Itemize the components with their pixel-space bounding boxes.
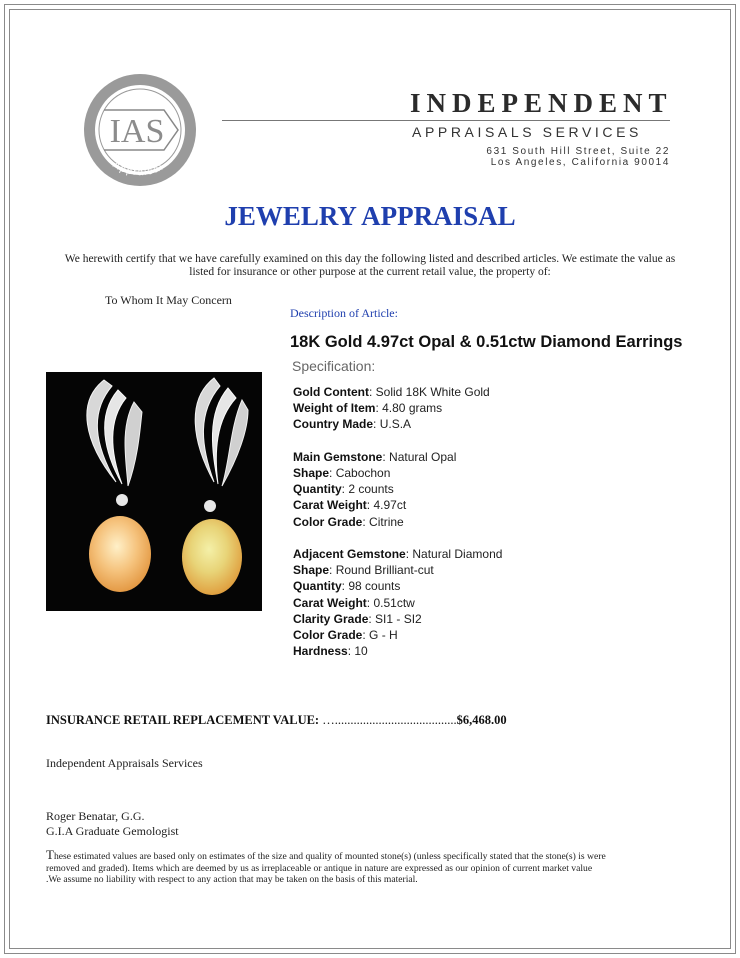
- owner: To Whom It May Concern: [105, 293, 232, 307]
- signature-block: [46, 809, 179, 839]
- description-label: Description of Article:: [290, 306, 398, 320]
- spec-label: Hardness: [293, 644, 348, 659]
- signer-credential: G.I.A Graduate Gemologist: [46, 824, 179, 838]
- spec-label: Shape: [293, 563, 330, 578]
- spec-value: 4.97ct: [373, 498, 407, 513]
- spec-value: 98 counts: [348, 579, 401, 594]
- header-rule: [222, 120, 670, 121]
- spec-label: Adjacent Gemstone: [293, 547, 406, 561]
- spec-value: G - H: [369, 628, 398, 643]
- specification-label: Specification:: [292, 358, 376, 374]
- logo-ring-text: Appraisal: [110, 159, 166, 179]
- left-earring: [87, 380, 151, 592]
- spec-value: Solid 18K White Gold: [375, 385, 490, 399]
- spec-value: 2 counts: [348, 482, 394, 497]
- spec-value: Natural Diamond: [412, 547, 503, 561]
- spec-row: Color Grade: Citrine: [293, 514, 404, 529]
- spec-label: Quantity: [293, 579, 342, 594]
- spec-row: Quantity: 2 counts: [293, 482, 394, 497]
- insurance-label: INSURANCE RETAIL REPLACEMENT VALUE:: [46, 713, 320, 727]
- spec-row: Quantity: 98 counts: [293, 579, 401, 594]
- insurance-amount: $6,468.00: [456, 713, 507, 727]
- insurance-dots: ….......................................: [322, 713, 457, 727]
- spec-value: SI1 - SI2: [375, 611, 422, 626]
- right-earring: [182, 378, 248, 595]
- spec-label: Carat Weight: [293, 595, 367, 610]
- spec-label: Color Grade: [293, 628, 363, 643]
- spec-label: Carat Weight: [293, 498, 367, 513]
- spec-row: Main Gemstone: Natural Opal: [293, 449, 457, 464]
- spec-label: Quantity: [293, 482, 342, 497]
- spec-value: 10: [354, 644, 368, 659]
- spec-label: Clarity Grade: [293, 611, 369, 626]
- spec-label: Main Gemstone: [293, 449, 383, 464]
- spec-row: Color Grade: G - H: [293, 628, 398, 643]
- item-title: 18K Gold 4.97ct Opal & 0.51ctw Diamond Earrings: [290, 333, 683, 351]
- certification-text: We herewith certify that we have carefully examined on this day the following listed and described articles. We estimate the value as listed for insurance or other purpose at the current retail value, the property of:: [64, 253, 676, 278]
- company-services: APPRAISALS SERVICES: [412, 124, 642, 140]
- spec-label: Color Grade: [293, 514, 363, 529]
- address-line-1: 631 South Hill Street, Suite 22: [486, 146, 670, 157]
- disclaimer-initial: T: [46, 847, 54, 862]
- specifications: [293, 384, 502, 659]
- spec-row: Adjacent Gemstone: Natural Diamond: [293, 547, 503, 561]
- disclaimer: [46, 849, 606, 886]
- earrings-illustration: [46, 372, 262, 611]
- signature-company: Independent Appraisals Services: [46, 756, 203, 770]
- spec-row: Gold Content: Solid 18K White Gold: [293, 385, 490, 399]
- spec-row: Hardness: 10: [293, 644, 368, 659]
- company-name: INDEPENDENT: [410, 88, 673, 118]
- spec-label: Gold Content: [293, 385, 369, 399]
- document-title: JEWELRY APPRAISAL: [224, 201, 516, 231]
- spec-value: 4.80 grams: [382, 401, 443, 416]
- spec-label: Shape: [293, 466, 330, 480]
- earrings-photo: [46, 372, 262, 611]
- address-line-2: Los Angeles, California 90014: [490, 157, 670, 168]
- signer-name: Roger Benatar, G.G.: [46, 809, 145, 823]
- spec-row: Carat Weight: 0.51ctw: [293, 595, 415, 610]
- spec-row: Shape: Cabochon: [293, 466, 391, 480]
- spec-row: Country Made: U.S.A: [293, 417, 412, 432]
- ias-logo-graphic: [80, 70, 200, 190]
- spec-row: Carat Weight: 4.97ct: [293, 498, 407, 513]
- spacer: [293, 530, 502, 546]
- spec-label: Weight of Item: [293, 401, 376, 416]
- spec-value: Natural Opal: [389, 449, 457, 464]
- disclaimer-text: hese estimated values are based only on estimates of the size and quality of mounted stone(s) (unless specifically stated that the stone(s) is were removed and graded). Items which are deemed by us as irreplaceable or antique in nature are expressed as our opinion of current market value .We assume no liability with respect to any action that may be taken on the basis of this material.: [46, 851, 606, 885]
- ias-logo: [80, 70, 200, 190]
- logo-initials: IAS: [109, 113, 165, 150]
- spacer: [293, 433, 502, 449]
- spec-value: Round Brilliant-cut: [335, 563, 434, 578]
- spec-value: Citrine: [369, 514, 404, 529]
- insurance-value-line: [46, 713, 507, 728]
- spec-label: Country Made: [293, 417, 374, 432]
- spec-value: Cabochon: [335, 466, 391, 480]
- spec-row: Clarity Grade: SI1 - SI2: [293, 611, 422, 626]
- spec-value: U.S.A: [379, 417, 412, 432]
- spec-row: Weight of Item: 4.80 grams: [293, 401, 443, 416]
- spec-row: Shape: Round Brilliant-cut: [293, 563, 434, 578]
- spec-value: 0.51ctw: [373, 595, 415, 610]
